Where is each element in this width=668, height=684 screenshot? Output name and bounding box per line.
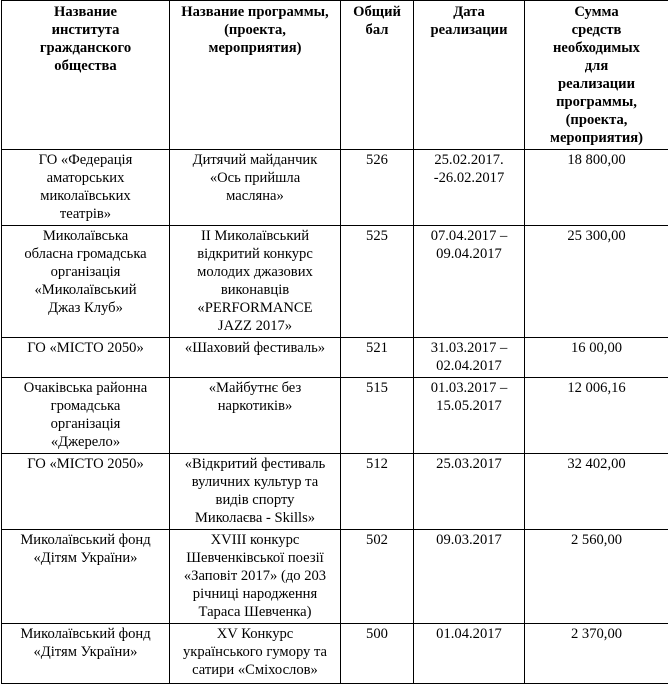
cell-organization: Миколаївський фонд «Дітям України» xyxy=(2,624,170,684)
cell-program: «Майбутнє без наркотиків» xyxy=(170,378,341,454)
cell-organization: Очаківська районна громадська організація «Джерело» xyxy=(2,378,170,454)
cell-score: 515 xyxy=(341,378,414,454)
table-row xyxy=(2,624,668,684)
cell-sum: 2 560,00 xyxy=(525,530,668,624)
cell-sum: 2 370,00 xyxy=(525,624,668,684)
cell-date: 07.04.2017 – 09.04.2017 xyxy=(414,226,525,338)
cell-date: 09.03.2017 xyxy=(414,530,525,624)
header-sum: Сумма средств необходимых для реализации программы, (проекта, мероприятия) xyxy=(525,1,668,150)
table-row xyxy=(2,150,668,226)
cell-score: 500 xyxy=(341,624,414,684)
cell-score: 525 xyxy=(341,226,414,338)
cell-sum: 25 300,00 xyxy=(525,226,668,338)
cell-score: 512 xyxy=(341,454,414,530)
table-row xyxy=(2,338,668,378)
cell-program: «Відкритий фестиваль вуличних культур та видів спорту Миколаєва - Skills» xyxy=(170,454,341,530)
cell-date: 31.03.2017 – 02.04.2017 xyxy=(414,338,525,378)
cell-date: 01.03.2017 – 15.05.2017 xyxy=(414,378,525,454)
table-row xyxy=(2,378,668,454)
cell-sum: 18 800,00 xyxy=(525,150,668,226)
table-header-row xyxy=(2,1,668,150)
programs-table xyxy=(1,0,668,684)
cell-program: «Шаховий фестиваль» xyxy=(170,338,341,378)
cell-program: Дитячий майданчик «Ось прийшла масляна» xyxy=(170,150,341,226)
cell-organization: ГО «МІСТО 2050» xyxy=(2,454,170,530)
cell-sum: 16 00,00 xyxy=(525,338,668,378)
header-date: Дата реализации xyxy=(414,1,525,150)
cell-date: 25.02.2017. -26.02.2017 xyxy=(414,150,525,226)
cell-sum: 32 402,00 xyxy=(525,454,668,530)
cell-score: 526 xyxy=(341,150,414,226)
cell-sum: 12 006,16 xyxy=(525,378,668,454)
cell-organization: ГО «Федерація аматорських миколаївських театрів» xyxy=(2,150,170,226)
table-row xyxy=(2,530,668,624)
cell-program: XV Конкурс українського гумору та сатири «Сміхослов» xyxy=(170,624,341,684)
header-organization: Название института гражданского общества xyxy=(2,1,170,150)
header-program: Название программы, (проекта, мероприятия) xyxy=(170,1,341,150)
table-row xyxy=(2,226,668,338)
cell-organization: ГО «МІСТО 2050» xyxy=(2,338,170,378)
cell-date: 01.04.2017 xyxy=(414,624,525,684)
cell-score: 502 xyxy=(341,530,414,624)
cell-program: XVIII конкурс Шевченківської поезії «Заповіт 2017» (до 203 річниці народження Тараса Шевченка) xyxy=(170,530,341,624)
cell-date: 25.03.2017 xyxy=(414,454,525,530)
cell-organization: Миколаївська обласна громадська організація «Миколаївський Джаз Клуб» xyxy=(2,226,170,338)
cell-organization: Миколаївський фонд «Дітям України» xyxy=(2,530,170,624)
table-row xyxy=(2,454,668,530)
cell-program: ІІ Миколаївський відкритий конкурс молодих джазових виконавців «PERFORMANCE JAZZ 2017» xyxy=(170,226,341,338)
header-score: Общий бал xyxy=(341,1,414,150)
cell-score: 521 xyxy=(341,338,414,378)
